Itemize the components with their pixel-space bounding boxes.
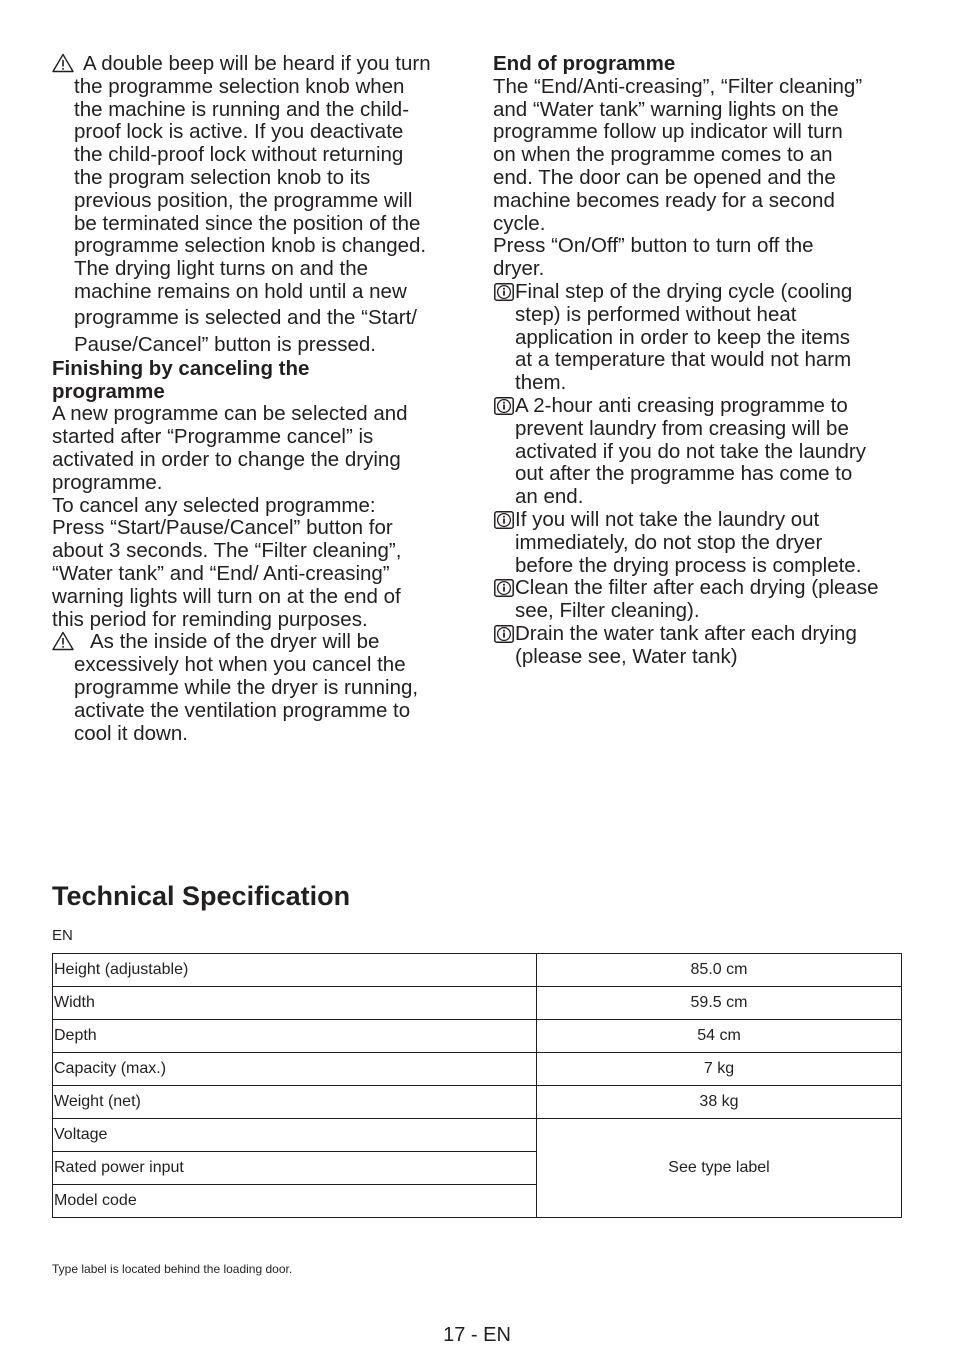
line: the machine is running and the child- bbox=[74, 97, 410, 121]
line: Press “On/Off” button to turn off the bbox=[493, 234, 814, 258]
spec-label: Width bbox=[53, 987, 537, 1020]
line: previous position, the programme will bbox=[74, 188, 413, 212]
line: this period for reminding purposes. bbox=[52, 607, 368, 631]
info-note-do-not-stop bbox=[493, 509, 905, 577]
spec-label: Rated power input bbox=[53, 1152, 537, 1185]
line: Drain the water tank after each drying bbox=[515, 621, 857, 645]
line: To cancel any selected programme: bbox=[52, 493, 376, 517]
type-label-note: Type label is located behind the loading door. bbox=[52, 1262, 293, 1276]
table-row bbox=[53, 1053, 902, 1086]
table-row bbox=[53, 1020, 902, 1053]
spec-label: Model code bbox=[53, 1185, 537, 1218]
info-icon bbox=[494, 397, 514, 421]
info-icon bbox=[494, 511, 514, 535]
left-column bbox=[52, 53, 464, 745]
line: Clean the filter after each drying (please bbox=[515, 576, 879, 600]
table-row bbox=[53, 987, 902, 1020]
language-code: EN bbox=[52, 927, 73, 944]
spec-table bbox=[52, 953, 902, 1218]
line: Final step of the drying cycle (cooling bbox=[515, 279, 853, 303]
spec-label: Capacity (max.) bbox=[53, 1053, 537, 1086]
line: on when the programme comes to an bbox=[493, 143, 833, 167]
info-icon bbox=[494, 625, 514, 649]
spec-value-merged: See type label bbox=[537, 1119, 902, 1218]
line: cool it down. bbox=[74, 721, 188, 745]
line: be terminated since the position of the bbox=[74, 211, 421, 235]
line: “Water tank” and “End/ Anti-creasing” bbox=[52, 561, 390, 585]
page-number: 17 - EN bbox=[443, 1324, 511, 1346]
finishing-body bbox=[52, 403, 464, 631]
info-note-cooling bbox=[493, 281, 905, 395]
spec-label: Voltage bbox=[53, 1119, 537, 1152]
finishing-heading bbox=[52, 358, 464, 404]
info-note-water-tank bbox=[493, 623, 905, 669]
line: A 2-hour anti creasing programme to bbox=[515, 393, 848, 417]
info-note-filter bbox=[493, 577, 905, 623]
line: the child-proof lock without returning bbox=[74, 143, 404, 167]
line: cycle. bbox=[493, 211, 546, 235]
line: started after “Programme cancel” is bbox=[52, 425, 374, 449]
heading-line: Finishing by canceling the bbox=[52, 356, 310, 380]
warning-hot-dryer bbox=[52, 631, 464, 745]
line: warning lights will turn on at the end of bbox=[52, 584, 401, 608]
end-of-programme-heading: End of programme bbox=[493, 52, 676, 75]
line: activate the ventilation programme to bbox=[74, 698, 411, 722]
right-column bbox=[493, 53, 905, 669]
line: A double beep will be heard if you turn bbox=[83, 52, 431, 75]
spec-label: Depth bbox=[53, 1020, 537, 1053]
spec-value: 38 kg bbox=[537, 1086, 902, 1119]
line: The “End/Anti-creasing”, “Filter cleaning” bbox=[493, 74, 863, 98]
line: see, Filter cleaning). bbox=[515, 599, 700, 623]
line: As the inside of the dryer will be bbox=[90, 630, 380, 654]
line: at a temperature that would not harm bbox=[515, 348, 852, 372]
line: programme. bbox=[52, 470, 163, 494]
spec-value: 54 cm bbox=[537, 1020, 902, 1053]
info-icon bbox=[494, 579, 514, 603]
line: prevent laundry from creasing will be bbox=[515, 416, 849, 440]
line: activated if you do not take the laundry bbox=[515, 439, 867, 463]
warning-child-lock bbox=[52, 53, 464, 358]
line: (please see, Water tank) bbox=[515, 644, 738, 668]
heading-line: programme bbox=[52, 379, 165, 403]
line: machine becomes ready for a second bbox=[493, 188, 835, 212]
line: dryer. bbox=[493, 257, 545, 281]
line: about 3 seconds. The “Filter cleaning”, bbox=[52, 539, 402, 563]
info-icon bbox=[494, 283, 514, 307]
spec-value: 59.5 cm bbox=[537, 987, 902, 1020]
line: an end. bbox=[515, 485, 584, 509]
line: programme selection knob is changed. bbox=[74, 234, 427, 258]
line: machine remains on hold until a new bbox=[74, 279, 407, 303]
line: step) is performed without heat bbox=[515, 302, 797, 326]
spec-label: Weight (net) bbox=[53, 1086, 537, 1119]
line: activated in order to change the drying bbox=[52, 447, 401, 471]
spec-value: 7 kg bbox=[537, 1053, 902, 1086]
line: application in order to keep the items bbox=[515, 325, 851, 349]
table-row bbox=[53, 954, 902, 987]
line: end. The door can be opened and the bbox=[493, 165, 836, 189]
warning-triangle-icon bbox=[52, 53, 74, 79]
line: The drying light turns on and the bbox=[74, 257, 369, 281]
line: before the drying process is complete. bbox=[515, 553, 862, 577]
line: and “Water tank” warning lights on the bbox=[493, 97, 839, 121]
line: excessively hot when you cancel the bbox=[74, 653, 406, 677]
line: programme is selected and the “Start/ bbox=[74, 305, 417, 329]
section-title: Technical Specification bbox=[52, 881, 351, 911]
line: immediately, do not stop the dryer bbox=[515, 530, 823, 554]
line: Press “Start/Pause/Cancel” button for bbox=[52, 516, 393, 540]
line: programme while the dryer is running, bbox=[74, 675, 419, 699]
line: Pause/Cancel” button is pressed. bbox=[74, 332, 376, 356]
line: them. bbox=[515, 371, 567, 395]
line: the programme selection knob when bbox=[74, 74, 405, 98]
spec-label: Height (adjustable) bbox=[53, 954, 537, 987]
table-row bbox=[53, 1119, 902, 1152]
end-of-programme-body bbox=[493, 76, 905, 281]
line: proof lock is active. If you deactivate bbox=[74, 120, 404, 144]
warning-triangle-icon bbox=[52, 631, 74, 657]
line: A new programme can be selected and bbox=[52, 402, 408, 426]
table-row bbox=[53, 1086, 902, 1119]
line: the program selection knob to its bbox=[74, 165, 371, 189]
line: If you will not take the laundry out bbox=[515, 507, 820, 531]
info-note-anti-creasing bbox=[493, 395, 905, 509]
spec-value: 85.0 cm bbox=[537, 954, 902, 987]
line: out after the programme has come to bbox=[515, 462, 853, 486]
line: programme follow up indicator will turn bbox=[493, 120, 843, 144]
